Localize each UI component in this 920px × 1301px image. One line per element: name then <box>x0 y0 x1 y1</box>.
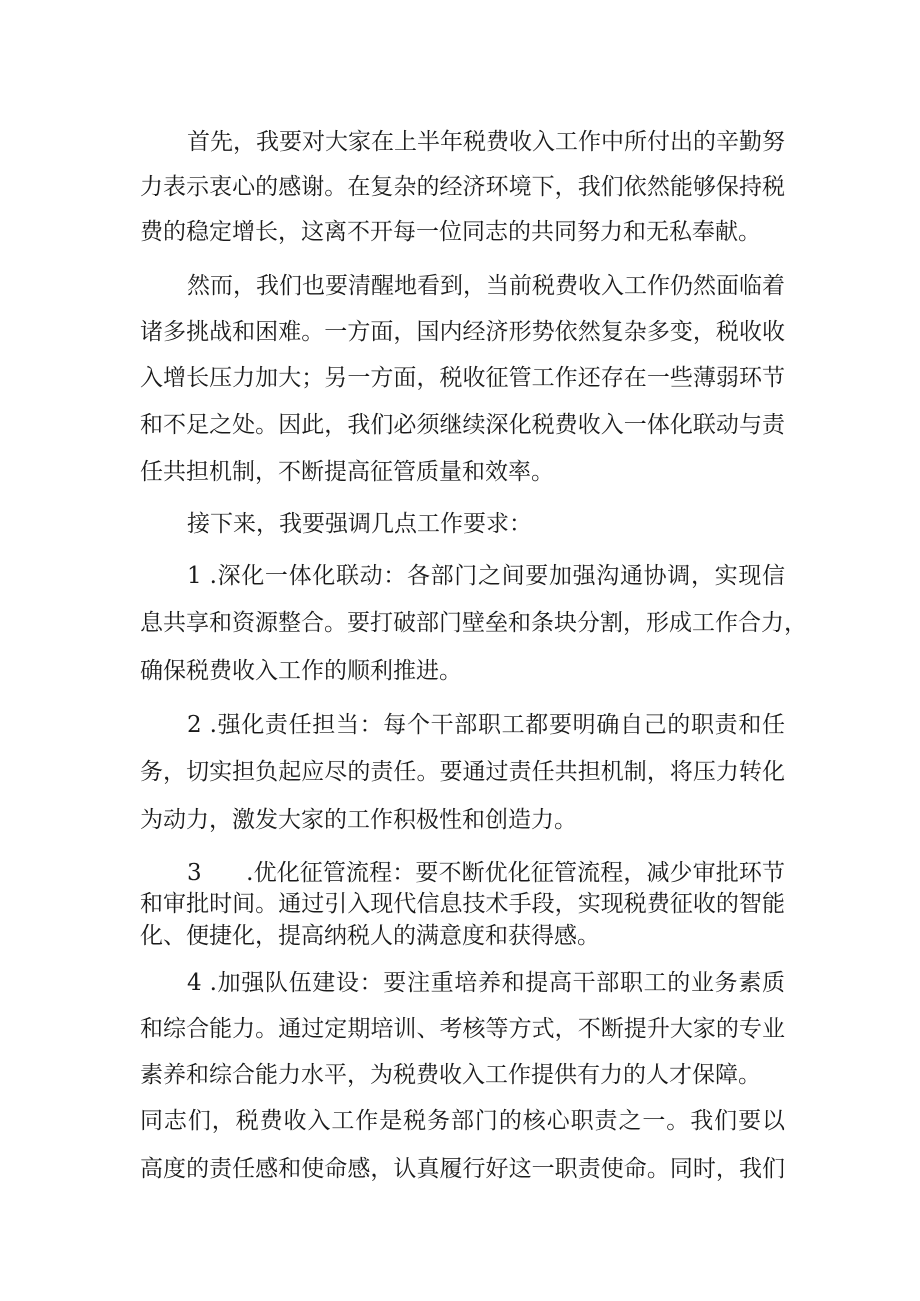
paragraph-2-line-3: 入增长压力加大；另一方面，税收征管工作还存在一些薄弱环节 <box>140 365 785 391</box>
paragraph-2-line-1: 然而，我们也要清醒地看到，当前税费收入工作仍然面临着 <box>187 273 785 299</box>
item-4-line-3: 素养和综合能力水平，为税费收入工作提供有力的人才保障。 <box>140 1062 761 1088</box>
paragraph-1-line-2: 力表示衷心的感谢。在复杂的经济环境下，我们依然能够保持税 <box>140 174 785 200</box>
item-2-line-1: 2 .强化责任担当：每个干部职工都要明确自己的职责和任 <box>187 712 785 738</box>
paragraph-closing-line-1: 同志们，税费收入工作是税务部门的核心职责之一。我们要以 <box>140 1108 785 1134</box>
item-1-line-1: 1 .深化一体化联动：各部门之间要加强沟通协调，实现信 <box>187 563 785 589</box>
paragraph-1-line-1: 首先，我要对大家在上半年税费收入工作中所付出的辛勤努 <box>187 129 785 155</box>
item-1-line-2: 息共享和资源整合。要打破部门壁垒和条块分割，形成工作合力， <box>140 610 807 636</box>
item-2-line-3: 为动力，激发大家的工作积极性和创造力。 <box>140 807 577 833</box>
item-4-line-2: 和综合能力。通过定期培训、考核等方式，不断提升大家的专业 <box>140 1016 785 1042</box>
paragraph-closing-line-2: 高度的责任感和使命感，认真履行好这一职责使命。同时，我们 <box>140 1156 785 1182</box>
paragraph-1-line-3: 费的稳定增长，这离不开每一位同志的共同努力和无私奉献。 <box>140 219 761 245</box>
item-3-line-3: 化、便捷化，提高纳税人的满意度和获得感。 <box>140 923 600 949</box>
paragraph-3-line-1: 接下来，我要强调几点工作要求： <box>187 511 532 537</box>
paragraph-2-line-5: 任共担机制，不断提高征管质量和效率。 <box>140 459 554 485</box>
paragraph-2-line-2: 诸多挑战和困难。一方面，国内经济形势依然复杂多变，税收收 <box>140 319 785 345</box>
item-4-line-1: 4 .加强队伍建设：要注重培养和提高干部职工的业务素质 <box>187 970 785 996</box>
paragraph-2-line-4: 和不足之处。因此，我们必须继续深化税费收入一体化联动与责 <box>140 412 785 438</box>
item-1-line-3: 确保税费收入工作的顺利推进。 <box>140 658 462 684</box>
item-2-line-2: 务，切实担负起应尽的责任。要通过责任共担机制，将压力转化 <box>140 759 785 785</box>
item-3-line-2: 和审批时间。通过引入现代信息技术手段，实现税费征收的智能 <box>140 891 785 917</box>
item-3-line-1: 3 .优化征管流程：要不断优化征管流程，减少审批环节 <box>187 860 785 886</box>
